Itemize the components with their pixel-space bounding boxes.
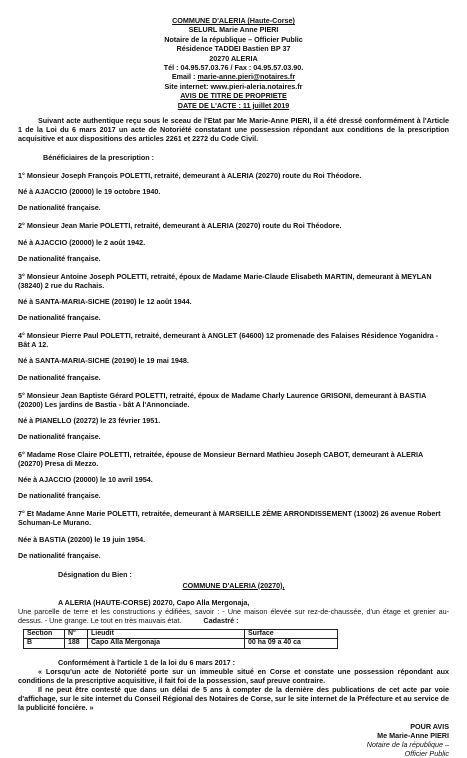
site-link[interactable]: www.pieri-aleria.notaires.fr bbox=[210, 81, 303, 91]
cadastre-table bbox=[23, 629, 338, 649]
signatory-role: Notaire de la république – bbox=[366, 739, 449, 749]
beneficiary bbox=[18, 272, 449, 322]
beneficiary-identity: 5° Monsieur Jean Baptiste Gérard POLETTI, retraité, époux de Madame Charly Laurence GRISONI, demeurant à BASTIA (20200) Les jardins de Bastia - bât A l'Annonciade. bbox=[18, 390, 427, 409]
beneficiary-nationality: De nationalité française. bbox=[18, 550, 101, 560]
article-quote: « Lorsqu'un acte de Notoriété porte sur un immeuble situé en Corse et constate une possession répondant aux conditions de la prescriptive acquisitive, il fait foi de la possession, sauf preuve contraire. bbox=[18, 666, 449, 685]
beneficiary-birth: Né à AJACCIO (20000) le 19 octobre 1940. bbox=[18, 187, 161, 197]
cadastre-lieudit: Capo Alla Mergonaja bbox=[88, 639, 245, 649]
notary-role: Notaire de la république – Officier Public bbox=[164, 34, 303, 44]
commune-heading: COMMUNE D'ALERIA (Haute-Corse) bbox=[172, 16, 295, 25]
signatory-role-2: Officier Public bbox=[404, 748, 449, 758]
cadastre-header-surface: Surface bbox=[245, 629, 338, 639]
property-title: Désignation du Bien : bbox=[58, 569, 132, 579]
beneficiary bbox=[18, 331, 449, 381]
email-link[interactable]: marie-anne.pieri@notaires.fr bbox=[197, 72, 296, 82]
beneficiary bbox=[18, 450, 449, 500]
beneficiary-birth: Né à SANTA-MARIA-SICHE (20190) le 19 mai 1948. bbox=[18, 356, 189, 366]
notice-document bbox=[18, 16, 449, 758]
beneficiary-nationality: De nationalité française. bbox=[18, 313, 101, 323]
notary-email-line bbox=[18, 72, 449, 81]
cadastre-header-lieudit: Lieudit bbox=[88, 629, 245, 639]
beneficiary-birth: Née à AJACCIO (20000) le 10 avril 1954. bbox=[18, 475, 153, 485]
beneficiary-nationality: De nationalité française. bbox=[18, 372, 101, 382]
beneficiary bbox=[18, 391, 449, 441]
beneficiary-identity: 2° Monsieur Jean Marie POLETTI, retraité, demeurant à ALERIA (20270) route du Roi Théodore. bbox=[18, 221, 342, 231]
article-contest: Il ne peut être contesté que dans un délai de 5 ans à compter de la dernière des publications de cet acte par voie d'affichage, sur le site internet du Conseil Régional des Notaires de Corse, sur le site internet de la Préfecture et au service de la publicité foncière. » bbox=[18, 684, 449, 712]
beneficiary-identity: 4° Monsieur Pierre Paul POLETTI, retraité, demeurant à ANGLET (64600) 12 promenade des Falaises Résidence Yoganidra - Bât A 12. bbox=[18, 331, 439, 350]
beneficiary-identity: 3° Monsieur Antoine Joseph POLETTI, retraité, époux de Madame Marie-Claude Elisabeth MARTIN, demeurant à MEYLAN (38240) 2 rue du Rachais. bbox=[18, 271, 432, 290]
beneficiary-birth: Né à SANTA-MARIA-SICHE (20190) le 12 août 1944. bbox=[18, 297, 192, 306]
beneficiary-nationality: De nationalité française. bbox=[18, 253, 101, 263]
beneficiary bbox=[18, 221, 449, 262]
signatory-name: Me Marie-Anne PIERI bbox=[377, 730, 449, 740]
property-description bbox=[18, 607, 449, 625]
cadastre-label: Cadastré : bbox=[203, 615, 239, 625]
cadastre-section: B bbox=[24, 639, 65, 649]
beneficiary-identity: 1° Monsieur Joseph François POLETTI, retraité, demeurant à ALERIA (20270) route du Roi Théodore. bbox=[18, 171, 362, 181]
notary-office: SELURL Marie Anne PIERI bbox=[188, 25, 279, 35]
cadastre-number: 188 bbox=[65, 639, 88, 649]
beneficiary-birth: Né à AJACCIO (20000) le 2 août 1942. bbox=[18, 237, 146, 247]
notary-postal: 20270 ALERIA bbox=[209, 53, 258, 63]
beneficiary-nationality: De nationalité française. bbox=[18, 491, 101, 501]
beneficiary bbox=[18, 509, 449, 559]
act-date: DATE DE L'ACTE : 11 juillet 2019 bbox=[177, 100, 290, 110]
property-location: A ALERIA (HAUTE-CORSE) 20270, Capo Alla Mergonaja, bbox=[58, 597, 250, 607]
notary-residence: Résidence TADDEI Bastien BP 37 bbox=[176, 44, 291, 54]
site-label: Site internet: bbox=[164, 81, 211, 91]
notary-phone: Tél : 04.95.57.03.76 / Fax : 04.95.57.03.90. bbox=[163, 63, 304, 73]
intro-paragraph: Suivant acte authentique reçu sous le sceau de l'Etat par Me Marie-Anne PIERI, il a été dressé conformément à l'Article 1 de la Loi du 6 mars 2017 un acte de Notoriété constatant une possession répondant aux conditions de la prescription acquisitive et aux dispositions des articles 2261 et 2272 du Code Civil. bbox=[18, 116, 449, 144]
property-commune: COMMUNE D'ALERIA (20270), bbox=[182, 580, 285, 590]
beneficiary-identity: 6° Madame Rose Claire POLETTI, retraitée, épouse de Monsieur Bernard Mathieu Joseph CABOT, demeurant à ALERIA (20270) Presa di Mezzo. bbox=[18, 449, 423, 468]
cadastre-header-number: N° bbox=[65, 629, 88, 639]
cadastre-surface: 00 ha 09 a 40 ca bbox=[245, 639, 338, 649]
article-lead: Conformément à l'article 1 de la loi du 6 mars 2017 : bbox=[58, 657, 236, 667]
beneficiary-identity: 7° Et Madame Anne Marie POLETTI, retraitée, demeurant à MARSEILLE 2ÈME ARRONDISSEMENT (13002) 26 avenue Robert Schuman-Le Murano. bbox=[18, 509, 441, 528]
table-row bbox=[24, 639, 338, 649]
notary-header bbox=[18, 16, 449, 110]
cadastre-header-section: Section bbox=[24, 629, 65, 639]
beneficiary-nationality: De nationalité française. bbox=[18, 203, 101, 213]
beneficiary-birth: Née à BASTIA (20200) le 19 juin 1954. bbox=[18, 534, 146, 544]
cadastre-header-row bbox=[24, 629, 338, 639]
beneficiary bbox=[18, 171, 449, 212]
property-description-text: Une parcelle de terre et les constructions y édifiées, savoir : - Une maison élevée sur rez-de-chaussée, d'un étage et grenier au-dessus. - Une grange. Le tout en très mauvais état. bbox=[18, 606, 449, 625]
notary-site-line bbox=[18, 82, 449, 91]
signature-block bbox=[18, 722, 449, 758]
email-label: Email : bbox=[171, 72, 198, 82]
notice-title: AVIS DE TITRE DE PROPRIETE bbox=[180, 91, 287, 101]
beneficiary-nationality: De nationalité française. bbox=[18, 431, 101, 441]
beneficiaries-title: Bénéficiaires de la prescription : bbox=[43, 153, 155, 163]
beneficiaries-list bbox=[18, 171, 449, 560]
pour-avis: POUR AVIS bbox=[410, 721, 449, 731]
beneficiary-birth: Né à PIANELLO (20272) le 23 février 1951. bbox=[18, 415, 161, 425]
